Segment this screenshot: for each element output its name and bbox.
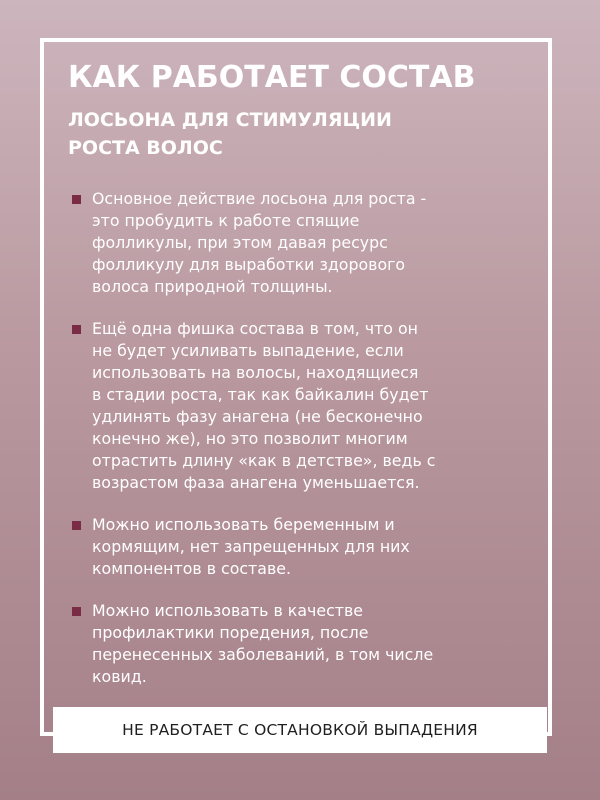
bullet-text-line: компонентов в составе. [92, 559, 291, 578]
bullet-text-line: фолликулы, при этом давая ресурс [92, 233, 388, 252]
subtitle-line: РОСТА ВОЛОС [68, 137, 223, 159]
bullet-text-line: фолликулу для выработки здорового [92, 255, 406, 274]
bullet-text-line: кормящим, нет запрещенных для них [92, 537, 410, 556]
bullet-text-line: конечно же), но это позволит многим [92, 429, 408, 448]
bullet-text-line: использовать на волосы, находящиеся [92, 363, 419, 382]
bullet-text-line: перенесенных заболеваний, в том числе [92, 645, 434, 664]
square-bullet-icon [72, 195, 81, 204]
bullet-item-4 [68, 600, 538, 688]
bullet-text-line: отрастить длину «как в детстве», ведь с [92, 451, 436, 470]
subtitle-line: ЛОСЬОНА ДЛЯ СТИМУЛЯЦИИ [68, 109, 392, 131]
square-bullet-icon [72, 325, 81, 334]
bullet-list [68, 188, 538, 708]
bullet-text-line: возрастом фаза анагена уменьшается. [92, 473, 420, 492]
page-title: КАК РАБОТАЕТ СОСТАВ [68, 60, 476, 95]
page-subtitle [68, 106, 538, 162]
banner-text: НЕ РАБОТАЕТ С ОСТАНОВКОЙ ВЫПАДЕНИЯ [122, 721, 478, 739]
bullet-text-line: Основное действие лосьона для роста - [92, 189, 427, 208]
bullet-text-line: Можно использовать в качестве [92, 601, 363, 620]
square-bullet-icon [72, 607, 81, 616]
bullet-text-line: ковид. [92, 667, 147, 686]
bullet-text-line: в стадии роста, так как байкалин будет [92, 385, 429, 404]
bullet-item-2 [68, 318, 538, 494]
bullet-text-line: Ещё одна фишка состава в том, что он [92, 319, 418, 338]
bullet-text-line: удлинять фазу анагена (не бесконечно [92, 407, 423, 426]
bullet-text-line: это пробудить к работе спящие [92, 211, 360, 230]
bullet-item-3 [68, 514, 538, 580]
bullet-text-line: Можно использовать беременным и [92, 515, 395, 534]
bullet-item-1 [68, 188, 538, 298]
square-bullet-icon [72, 521, 81, 530]
bullet-text-line: не будет усиливать выпадение, если [92, 341, 404, 360]
warning-banner [53, 707, 547, 753]
bullet-text-line: волоса природной толщины. [92, 277, 333, 296]
bullet-text-line: профилактики поредения, после [92, 623, 369, 642]
